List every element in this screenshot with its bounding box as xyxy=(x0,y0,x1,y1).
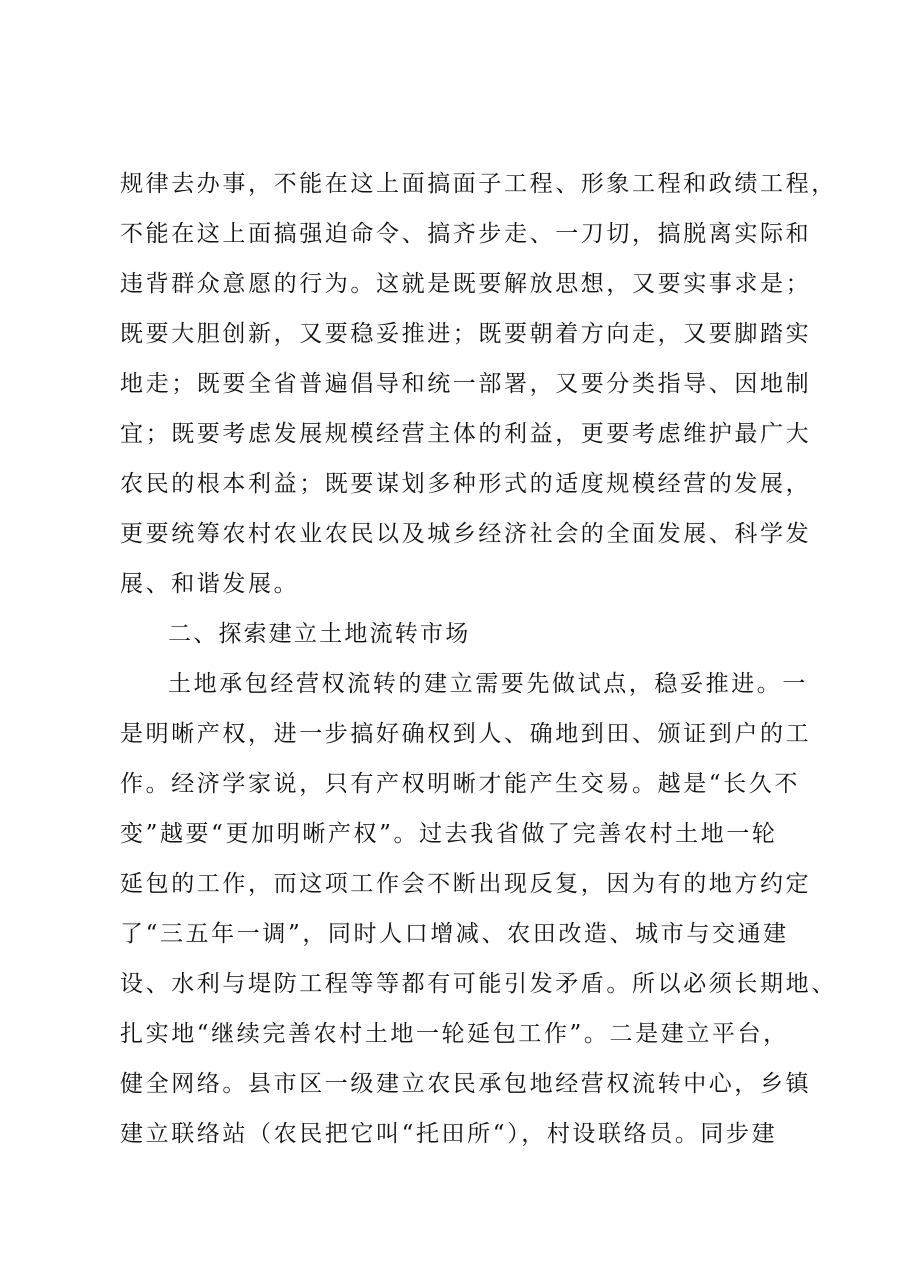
paragraph-line: 农民的根本利益；既要谋划多种形式的适度规模经营的发展， xyxy=(120,471,812,497)
paragraph-line: 作。经济学家说，只有产权明晰才能产生交易。越是“长久不 xyxy=(120,771,800,797)
paragraph-line: 地走；既要全省普遍倡导和统一部署，又要分类指导、因地制 xyxy=(120,371,812,397)
paragraph-line: 土地承包经营权流转的建立需要先做试点，稳妥推进。一 xyxy=(168,671,808,697)
paragraph-line: 了“三五年一调”，同时人口增减、农田改造、城市与交通建 xyxy=(120,921,789,947)
paragraph-line: 扎实地“继续完善农村土地一轮延包工作”。二是建立平台， xyxy=(120,1021,789,1047)
paragraph-line: 健全网络。县市区一级建立农民承包地经营权流转中心，乡镇 xyxy=(120,1071,812,1097)
paragraph-line: 设、水利与堤防工程等等都有可能引发矛盾。所以必须长期地、 xyxy=(120,971,837,997)
paragraph-line: 延包的工作，而这项工作会不断出现反复，因为有的地方约定 xyxy=(120,871,812,897)
paragraph-line: 展、和谐发展。 xyxy=(120,571,300,597)
paragraph-line: 不能在这上面搞强迫命令、搞齐步走、一刀切，搞脱离实际和 xyxy=(120,221,812,247)
section-heading: 二、探索建立土地流转市场 xyxy=(168,621,471,647)
paragraph-line: 违背群众意愿的行为。这就是既要解放思想，又要实事求是； xyxy=(120,271,812,297)
paragraph-line: 宜；既要考虑发展规模经营主体的利益，更要考虑维护最广大 xyxy=(120,421,812,447)
paragraph-line: 变”越要“更加明晰产权”。过去我省做了完善农村土地一轮 xyxy=(120,821,778,847)
paragraph-line: 建立联络站（农民把它叫“托田所“），村设联络员。同步建 xyxy=(120,1121,778,1147)
paragraph-line: 既要大胆创新，又要稳妥推进；既要朝着方向走，又要脚踏实 xyxy=(120,321,812,347)
paragraph-line: 更要统筹农村农业农民以及城乡经济社会的全面发展、科学发 xyxy=(120,521,812,547)
paragraph-line: 是明晰产权，进一步搞好确权到人、确地到田、颁证到户的工 xyxy=(120,721,812,747)
paragraph-line: 规律去办事，不能在这上面搞面子工程、形象工程和政绩工程， xyxy=(120,171,837,197)
